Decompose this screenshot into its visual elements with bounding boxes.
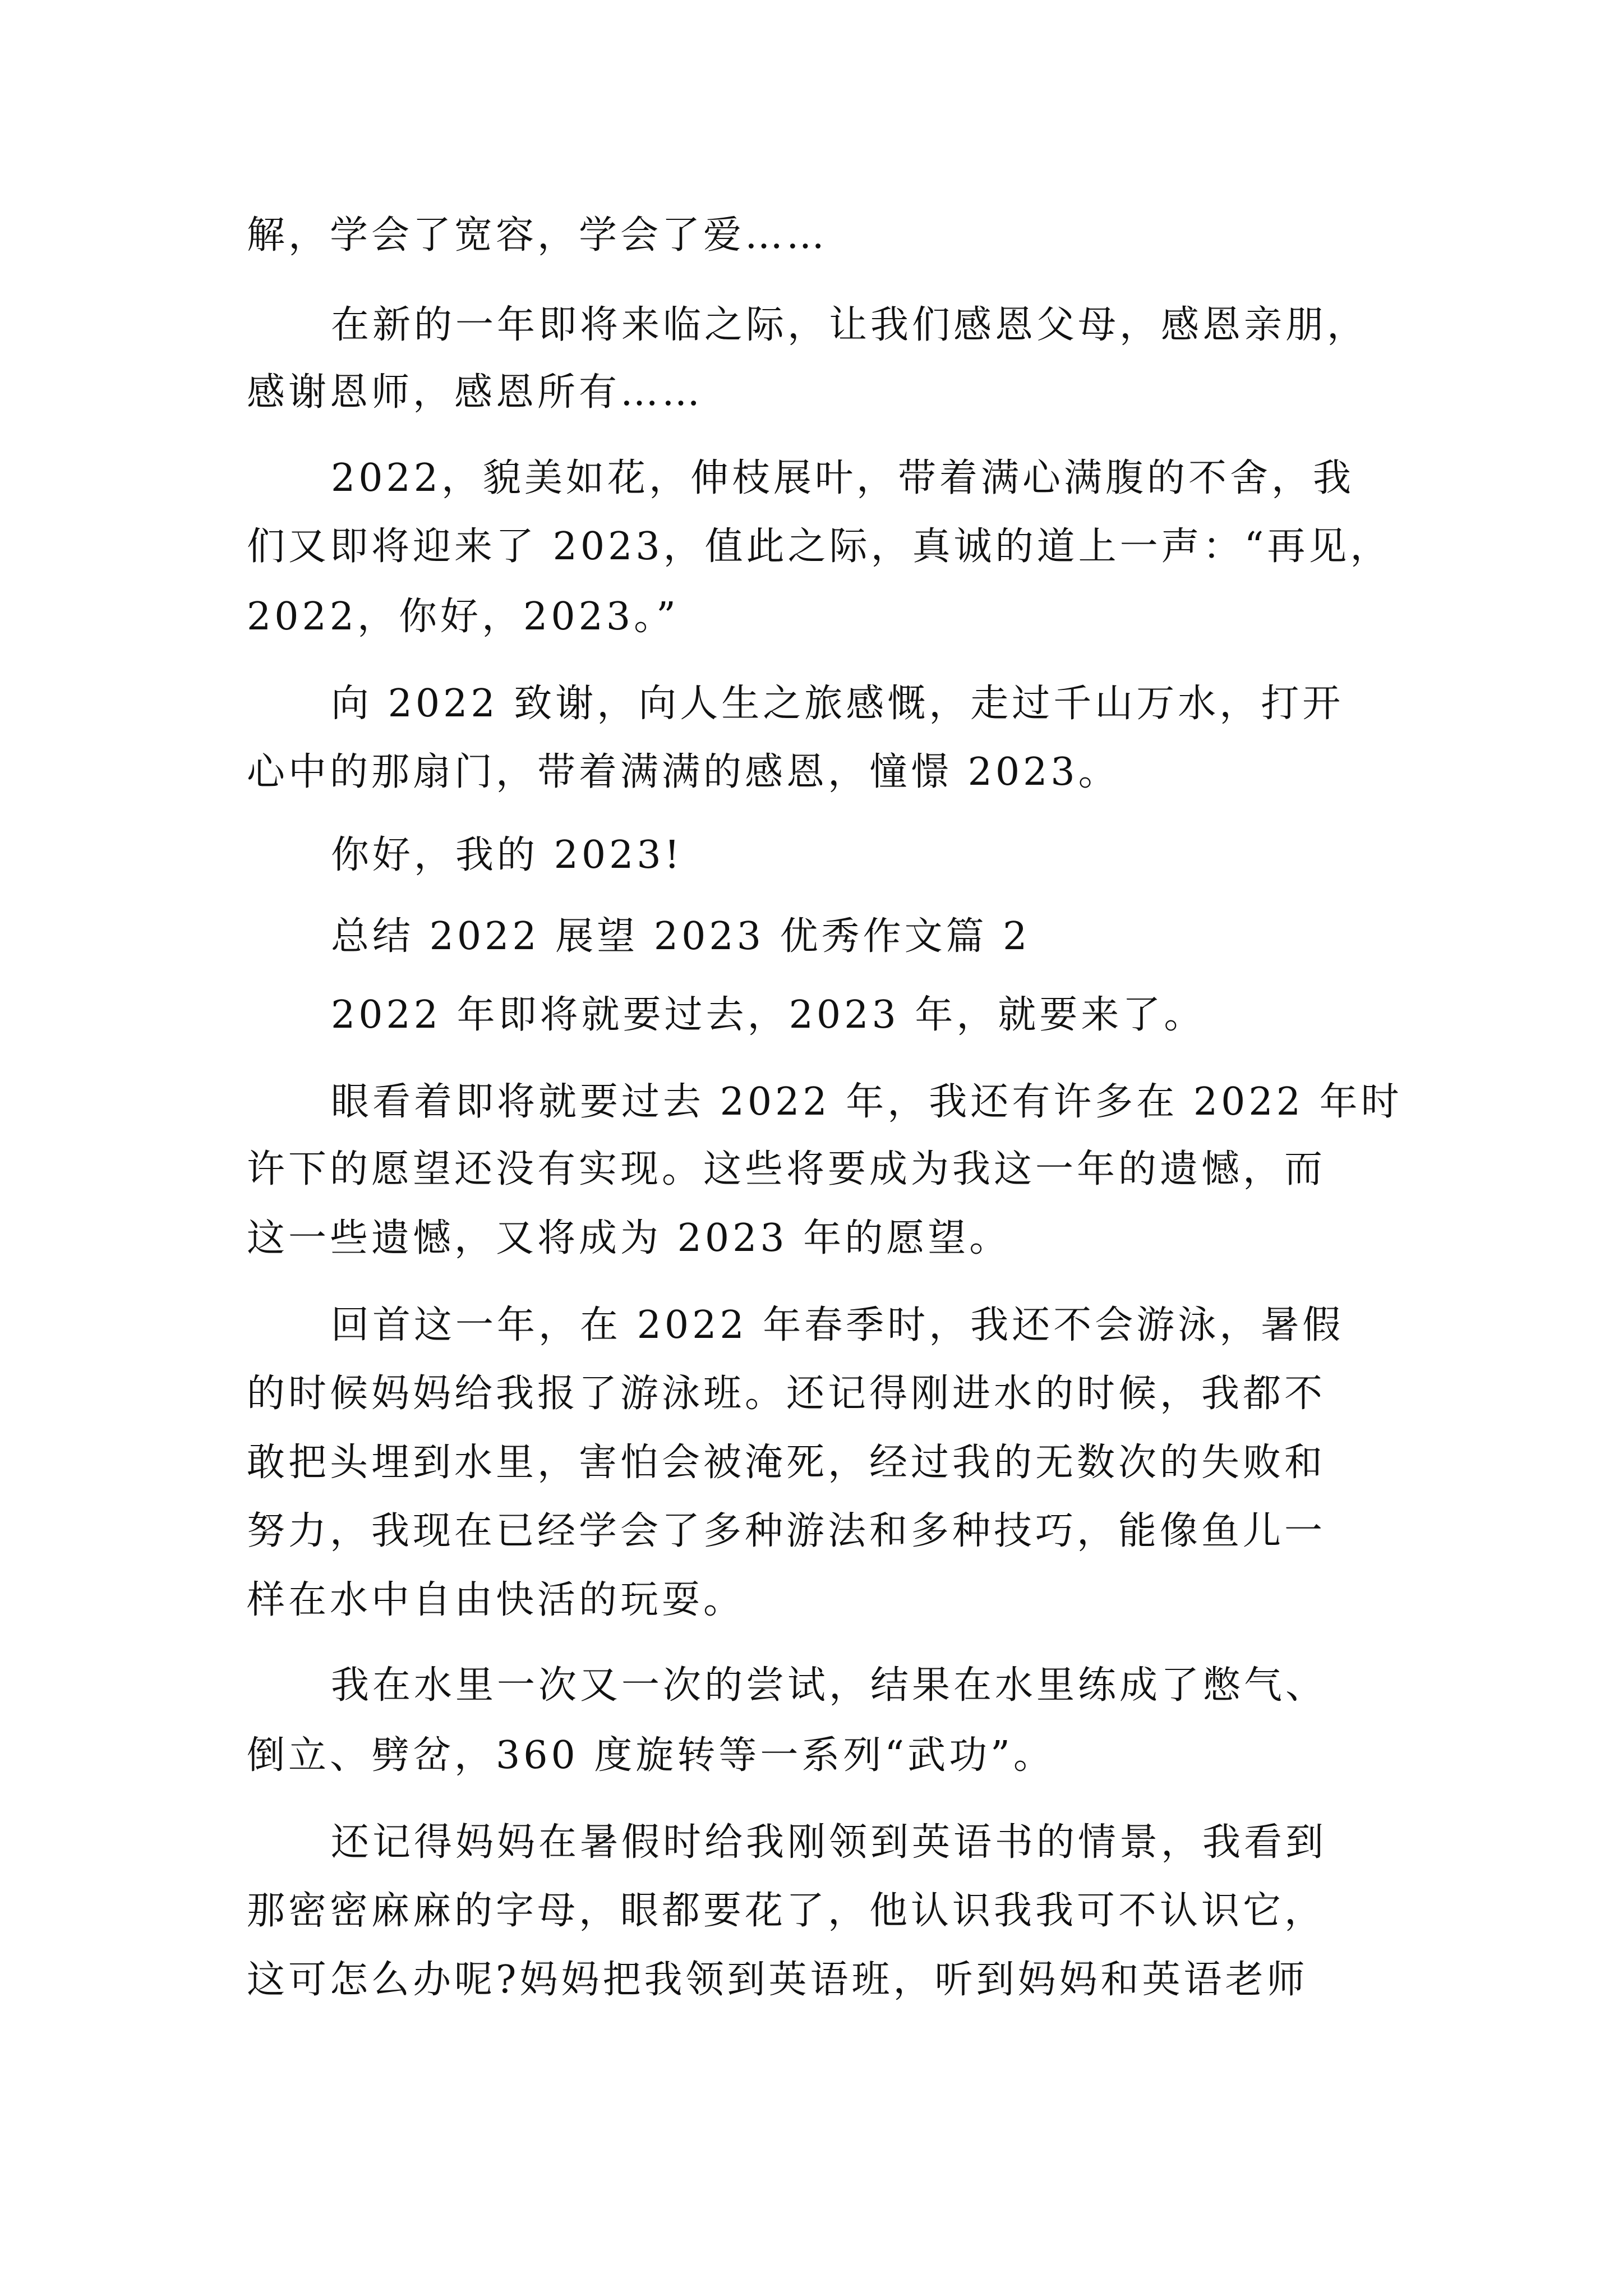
text-line: 们又即将迎来了 2023，值此之际，真诚的道上一声：“再见， <box>247 524 1392 569</box>
text-line: 解，学会了宽容，学会了爱…… <box>247 213 828 257</box>
text-line: 还记得妈妈在暑假时给我刚领到英语书的情景，我看到 <box>331 1820 1327 1865</box>
text-line: 2022，貌美如花，伸枝展叶，带着满心满腹的不舍，我 <box>331 456 1355 500</box>
text-line: 你好，我的 2023! <box>331 833 683 877</box>
text-line: 我在水里一次又一次的尝试，结果在水里练成了憋气、 <box>331 1663 1327 1708</box>
text-line: 的时候妈妈给我报了游泳班。还记得刚进水的时候，我都不 <box>247 1372 1326 1416</box>
text-line: 回首这一年，在 2022 年春季时，我还不会游泳，暑假 <box>331 1303 1344 1347</box>
text-line: 努力，我现在已经学会了多种游法和多种技巧，能像鱼儿一 <box>247 1509 1326 1553</box>
text-line: 2022 年即将就要过去，2023 年，就要来了。 <box>331 993 1206 1037</box>
text-line: 这可怎么办呢?妈妈把我领到英语班，听到妈妈和英语老师 <box>247 1958 1308 2002</box>
text-line: 样在水中自由快活的玩耍。 <box>247 1578 745 1622</box>
text-line: 感谢恩师，感恩所有…… <box>247 370 704 415</box>
text-line: 倒立、劈岔，360 度旋转等一系列“武功”。 <box>247 1733 1055 1778</box>
text-line: 那密密麻麻的字母，眼都要花了，他认识我我可不认识它， <box>247 1889 1326 1933</box>
text-line: 眼看着即将就要过去 2022 年，我还有许多在 2022 年时 <box>331 1080 1403 1124</box>
text-line: 许下的愿望还没有实现。这些将要成为我这一年的遗憾，而 <box>247 1147 1326 1191</box>
text-line: 这一些遗憾，又将成为 2023 年的愿望。 <box>247 1216 1011 1260</box>
text-line: 心中的那扇门，带着满满的感恩，憧憬 2023。 <box>247 750 1120 794</box>
text-line: 向 2022 致谢，向人生之旅感慨，走过千山万水，打开 <box>331 682 1344 726</box>
text-line: 在新的一年即将来临之际，让我们感恩父母，感恩亲朋， <box>331 303 1369 347</box>
text-line: 2022，你好，2023。” <box>247 595 679 639</box>
section-heading: 总结 2022 展望 2023 优秀作文篇 2 <box>331 914 1031 959</box>
text-line: 敢把头埋到水里，害怕会被淹死，经过我的无数次的失败和 <box>247 1441 1326 1485</box>
